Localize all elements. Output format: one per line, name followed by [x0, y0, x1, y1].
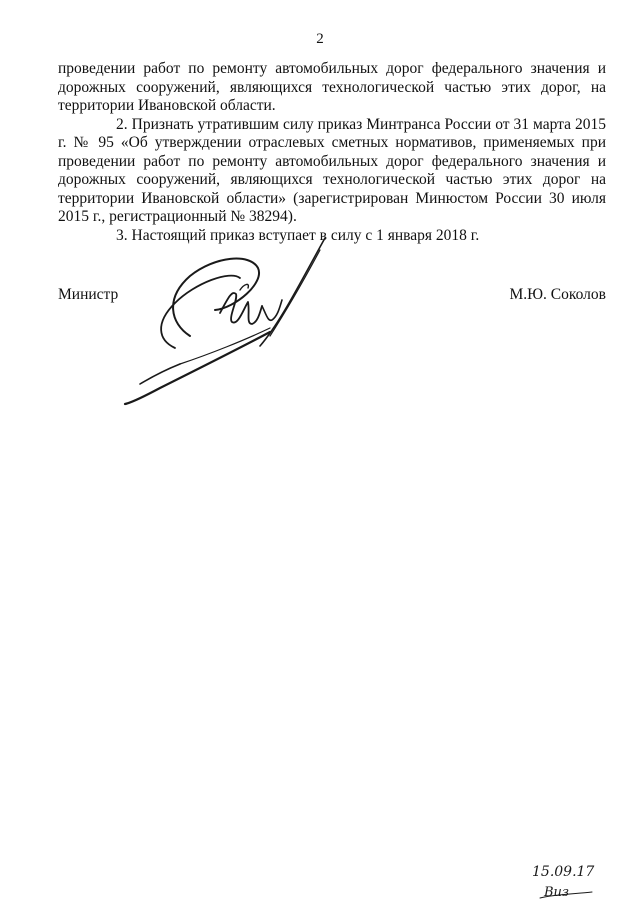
paragraph-continuation: проведении работ по ремонту автомобильных дорог федерального значения и дорожных сооружений, являющихся технологической частью этих дорог, на территории Ивановской области. — [58, 60, 606, 114]
handwritten-initials: Виз — [544, 885, 570, 900]
document-body — [58, 60, 606, 245]
paragraph-item-3: 3. Настоящий приказ вступает в силу с 1 января 2018 г. — [116, 226, 480, 244]
page-number: 2 — [316, 31, 324, 47]
handwritten-date: 15.09.17 — [532, 864, 595, 880]
signer-position: Министр — [58, 286, 119, 303]
handwritten-signature — [120, 228, 340, 408]
paragraph-item-2: 2. Признать утратившим силу приказ Минтранса России от 31 марта 2015 г. № 95 «Об утверждении отраслевых сметных нормативов, применяемых при проведении работ по ремонту автомобильных дорог федерального значения и дорожных сооружений, являющихся технологической частью этих дорог на территории Ивановской области» (зарегистрирован Минюстом России 30 июля 2015 г., регистрационный № 38294). — [58, 115, 606, 225]
signer-name: М.Ю. Соколов — [509, 286, 606, 303]
handwritten-date-note — [530, 858, 600, 900]
